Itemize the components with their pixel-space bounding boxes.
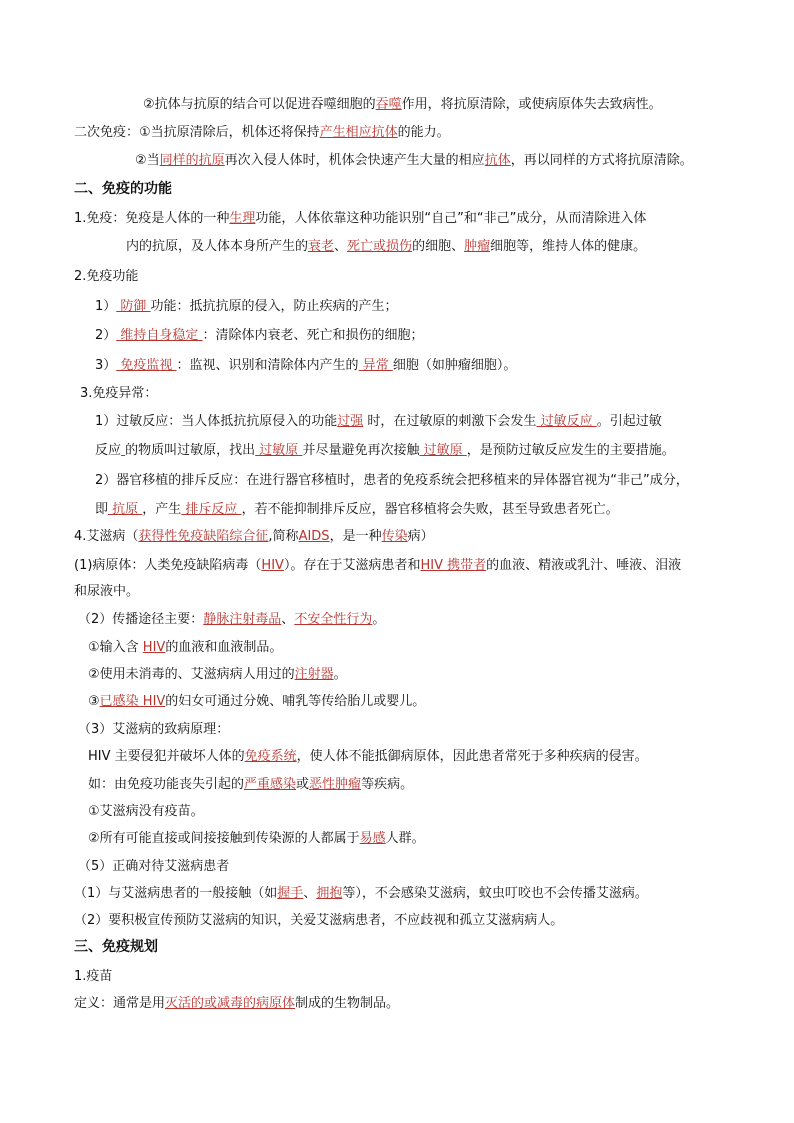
text-line bbox=[74, 528, 434, 546]
text-segment: （5）正确对待艾滋病患者 bbox=[78, 859, 230, 874]
text-line bbox=[74, 995, 399, 1013]
text-segment: （2）要积极宣传预防艾滋病的知识，关爱艾滋病患者，不应歧视和孤立艾滋病病人。 bbox=[74, 913, 564, 928]
text-line bbox=[95, 327, 424, 345]
highlighted-term: 易感 bbox=[359, 831, 386, 846]
highlighted-term: 吞噬 bbox=[375, 97, 402, 112]
text-line bbox=[95, 413, 662, 431]
text-line bbox=[74, 210, 646, 228]
text-segment: 功能，人体依靠这种功能识别“自己”和“非己”成分，从而清除进入体 bbox=[255, 211, 647, 226]
highlighted-term: 抗体 bbox=[484, 153, 511, 168]
text-segment: 2.免疫功能 bbox=[74, 269, 139, 284]
text-line bbox=[95, 501, 619, 519]
text-segment: 制成的生物制品。 bbox=[295, 996, 400, 1011]
text-segment: 和尿液中。 bbox=[74, 584, 140, 599]
highlighted-term: 死亡或损伤 bbox=[347, 239, 413, 254]
highlighted-term: 已感染 HIV bbox=[99, 694, 166, 709]
text-segment: 1） bbox=[95, 299, 117, 314]
highlighted-term: 严重感染 bbox=[244, 777, 297, 792]
text-segment: 的细胞、 bbox=[412, 239, 465, 254]
highlighted-term: 获得性免疫缺陷综合征 bbox=[138, 529, 269, 544]
text-segment: 3.免疫异常： bbox=[80, 386, 158, 401]
highlighted-term: 防御 bbox=[116, 299, 151, 314]
text-segment: ：监视、识别和清除体内产生的 bbox=[176, 358, 359, 373]
text-segment: 定义：通常是用 bbox=[74, 996, 166, 1011]
text-segment: ，使人体不能抵御病原体，因此患者常死于多种疾病的侵害。 bbox=[296, 749, 648, 764]
highlighted-term: 抗原 bbox=[108, 502, 143, 517]
text-line bbox=[88, 666, 347, 684]
text-segment: 1.疫苗 bbox=[74, 969, 113, 984]
text-segment: 。 bbox=[372, 612, 386, 627]
highlighted-term: 灭活的或减毒的病原体 bbox=[165, 996, 296, 1011]
text-segment: 时，在过敏原的刺激下会发生 bbox=[363, 414, 537, 429]
highlighted-term: HIV bbox=[142, 640, 166, 655]
text-segment: ②使用未消毒的、艾滋病病人用过的 bbox=[88, 667, 295, 682]
text-segment: 、 bbox=[334, 239, 348, 254]
text-line bbox=[88, 776, 413, 794]
highlighted-term: 异常 bbox=[358, 358, 393, 373]
text-segment: ，若不能抑制排斥反应，器官移植将会失败，甚至导致患者死亡。 bbox=[241, 502, 619, 517]
text-line bbox=[74, 124, 450, 142]
highlighted-term: 产生相应抗体 bbox=[319, 125, 398, 140]
text-segment: 即 bbox=[95, 502, 109, 517]
text-segment: 的能力。 bbox=[397, 125, 450, 140]
text-line bbox=[143, 96, 662, 114]
text-segment: 细胞等，维持人体的健康。 bbox=[490, 239, 647, 254]
text-segment: ②抗体与抗原的结合可以促进吞噬细胞的 bbox=[143, 97, 376, 112]
text-segment: ，是预防过敏反应发生的主要措施。 bbox=[466, 443, 675, 458]
text-segment: 、 bbox=[281, 612, 295, 627]
highlighted-term: 恶性肿瘤 bbox=[309, 777, 362, 792]
text-segment: 作用，将抗原清除，或使病原体失去致病性。 bbox=[401, 97, 662, 112]
text-segment: ，产生 bbox=[142, 502, 182, 517]
highlighted-term: 握手 bbox=[277, 886, 304, 901]
highlighted-term: 静脉注射毒品 bbox=[203, 612, 282, 627]
text-line bbox=[74, 557, 681, 575]
text-segment: 的物质叫过敏原，找出 bbox=[125, 443, 256, 458]
text-segment: 。 bbox=[333, 667, 347, 682]
highlighted-term: 肿瘤 bbox=[464, 239, 491, 254]
text-segment: ,简称 bbox=[268, 529, 299, 544]
text-segment: ②当 bbox=[135, 153, 160, 168]
text-segment: ③ bbox=[88, 694, 100, 709]
highlighted-term: 维持自身稳定 bbox=[116, 328, 203, 343]
text-segment: 、 bbox=[303, 886, 317, 901]
text-line bbox=[95, 357, 516, 375]
text-segment: ①艾滋病没有疫苗。 bbox=[88, 804, 204, 819]
highlighted-term: HIV 携带者 bbox=[420, 558, 487, 573]
text-segment: 二次免疫：①当抗原清除后，机体还将保持 bbox=[74, 125, 320, 140]
text-segment: 功能：抵抗抗原的侵入，防止疾病的产生； bbox=[150, 299, 398, 314]
text-line bbox=[78, 721, 229, 739]
text-line bbox=[95, 472, 689, 490]
text-segment: 的血液和血液制品。 bbox=[165, 640, 283, 655]
text-line bbox=[88, 830, 425, 848]
section-heading bbox=[74, 180, 172, 198]
highlighted-term: HIV bbox=[261, 558, 284, 573]
text-segment: 1.免疫：免疫是人体的一种 bbox=[74, 211, 230, 226]
text-line bbox=[78, 611, 385, 629]
text-segment: （1）与艾滋病患者的一般接触（如 bbox=[74, 886, 278, 901]
text-line bbox=[78, 858, 229, 876]
text-segment: 并尽量避免再次接触 bbox=[302, 443, 420, 458]
text-segment: 三、免疫规划 bbox=[74, 939, 158, 955]
text-segment: 再次入侵人体时，机体会快速产生大量的相应 bbox=[224, 153, 485, 168]
text-segment: 1）过敏反应：当人体抵抗抗原侵入的功能 bbox=[95, 414, 338, 429]
text-segment: 2）器官移植的排斥反应：在进行器官移植时，患者的免疫系统会把移植来的异体器官视为“非己”成分， bbox=[95, 473, 689, 488]
text-line bbox=[95, 442, 675, 460]
text-segment: 的血液、精液或乳汁、唾液、泪液 bbox=[486, 558, 682, 573]
text-segment: 2） bbox=[95, 328, 117, 343]
text-line bbox=[88, 639, 282, 657]
section-heading bbox=[74, 938, 158, 956]
text-segment: (1)病原体：人类免疫缺陷病毒（ bbox=[74, 558, 262, 573]
text-line bbox=[135, 152, 693, 170]
text-line bbox=[88, 748, 648, 766]
highlighted-term: 注射器 bbox=[294, 667, 334, 682]
text-line bbox=[88, 693, 425, 711]
text-segment: ，是一种 bbox=[329, 529, 382, 544]
text-line bbox=[74, 968, 112, 986]
text-segment: 细胞（如肿瘤细胞）。 bbox=[392, 358, 517, 373]
text-line bbox=[74, 885, 648, 903]
text-segment: 如：由免疫功能丧失引起的 bbox=[88, 777, 245, 792]
text-segment: ，再以同样的方式将抗原清除。 bbox=[510, 153, 693, 168]
highlighted-term: 过敏原 bbox=[255, 443, 303, 458]
text-segment: ）。存在于艾滋病患者和 bbox=[283, 558, 421, 573]
text-segment: 3） bbox=[95, 358, 117, 373]
text-line bbox=[88, 803, 204, 821]
highlighted-term: 拥抱 bbox=[316, 886, 343, 901]
text-segment: 反应 bbox=[95, 443, 122, 458]
highlighted-term: 过强 bbox=[337, 414, 364, 429]
text-segment: 4.艾滋病（ bbox=[74, 529, 139, 544]
text-segment: （3）艾滋病的致病原理： bbox=[78, 722, 230, 737]
highlighted-term: 排斥反应 bbox=[181, 502, 242, 517]
text-segment: 等疾病。 bbox=[361, 777, 414, 792]
text-line bbox=[80, 385, 157, 403]
text-segment: 病） bbox=[407, 529, 434, 544]
highlighted-term: 生理 bbox=[229, 211, 256, 226]
text-segment: （2）传播途径主要： bbox=[78, 612, 204, 627]
text-segment: 二、免疫的功能 bbox=[74, 181, 172, 197]
highlighted-term: AIDS bbox=[298, 529, 330, 544]
text-segment: ：清除体内衰老、死亡和损伤的细胞； bbox=[202, 328, 424, 343]
highlighted-term: 同样的抗原 bbox=[159, 153, 225, 168]
highlighted-term: 免疫系统 bbox=[244, 749, 297, 764]
highlighted-term: 传染 bbox=[381, 529, 408, 544]
text-segment: 。引起过敏 bbox=[596, 414, 662, 429]
text-segment: ①输入含 bbox=[88, 640, 143, 655]
text-segment: 的妇女可通过分娩、哺乳等传给胎儿或婴儿。 bbox=[165, 694, 426, 709]
highlighted-term: 过敏反应 bbox=[536, 414, 597, 429]
highlighted-term: 免疫监视 bbox=[116, 358, 177, 373]
highlighted-term: 过敏原 bbox=[419, 443, 467, 458]
text-segment: ②所有可能直接或间接接触到传染源的人都属于 bbox=[88, 831, 360, 846]
text-line bbox=[74, 912, 563, 930]
text-segment: 或 bbox=[296, 777, 310, 792]
text-line bbox=[126, 238, 646, 256]
text-segment: 等），不会感染艾滋病，蚊虫叮咬也不会传播艾滋病。 bbox=[342, 886, 648, 901]
text-line bbox=[74, 583, 139, 601]
text-segment: 内的抗原，及人体本身所产生的 bbox=[126, 239, 309, 254]
highlighted-term: 衰老 bbox=[308, 239, 335, 254]
text-line bbox=[74, 268, 138, 286]
text-segment: HIV 主要侵犯并破坏人体的 bbox=[88, 749, 245, 764]
highlighted-term: 不安全性行为 bbox=[294, 612, 373, 627]
text-segment: 人群。 bbox=[385, 831, 425, 846]
text-line bbox=[95, 298, 398, 316]
